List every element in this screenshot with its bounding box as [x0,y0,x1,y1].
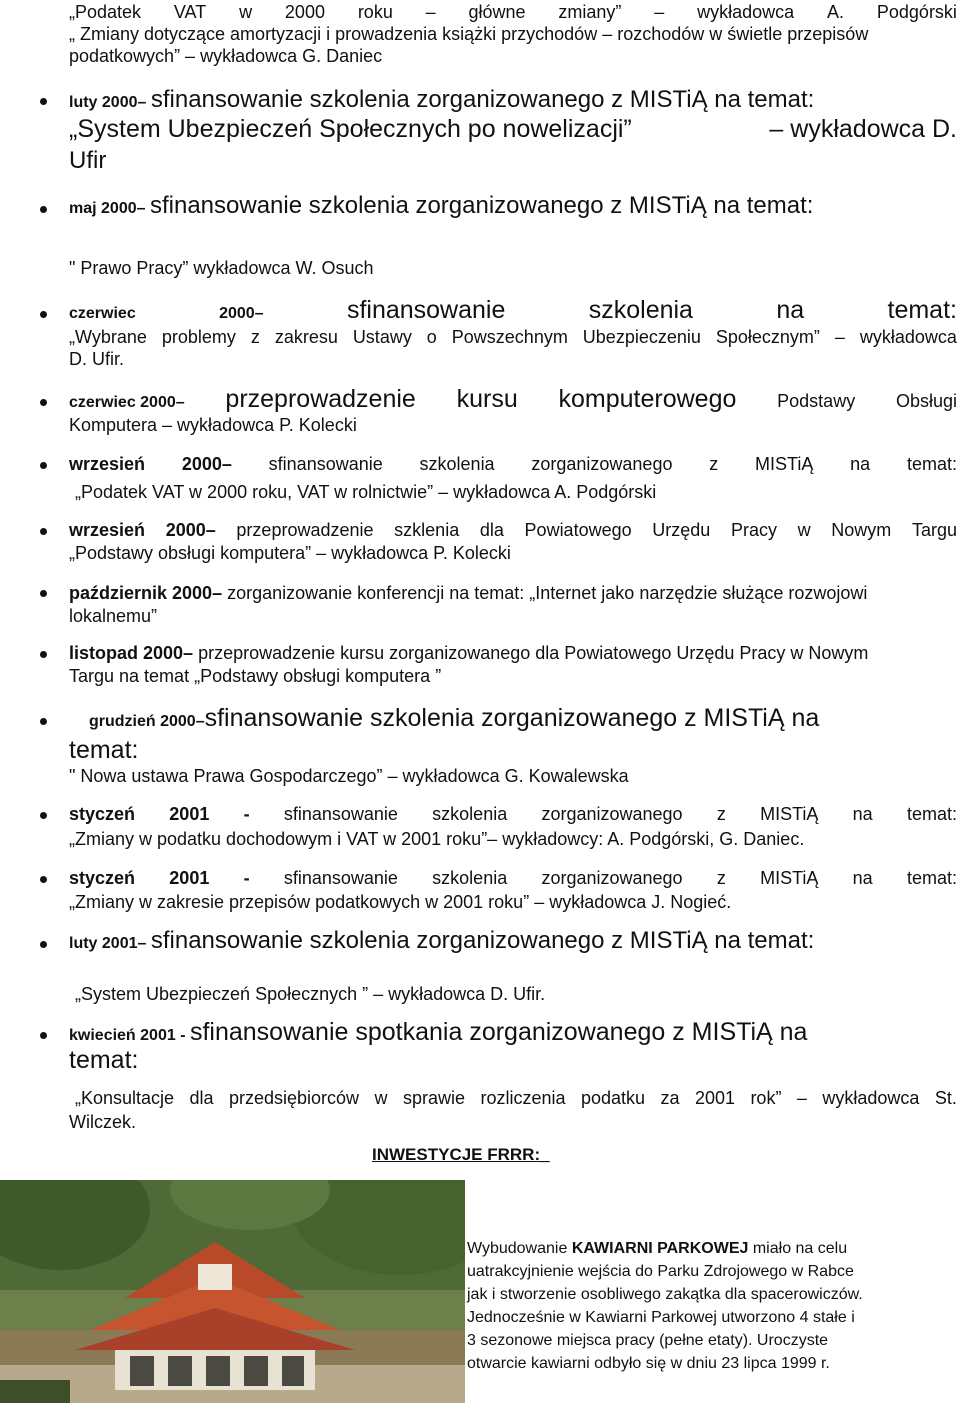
list-item: maj 2000– sfinansowanie szkolenia zorganizowanego z MISTiĄ na temat: [69,192,814,219]
caption-line-6: otwarcie kawiarni odbyło się w dniu 23 lipca 1999 r. [467,1355,830,1372]
list-item: kwiecień 2001 - sfinansowanie spotkania zorganizowanego z MISTiĄ na [69,1018,808,1046]
bullet [40,1032,47,1039]
list-item: listopad 2000– przeprowadzenie kursu zorganizowanego dla Powiatowego Urzędu Pracy w Nowym [69,643,869,663]
list-item: luty 2001– sfinansowanie szkolenia zorganizowanego z MISTiĄ na temat: [69,927,815,954]
list-item: luty 2000– sfinansowanie szkolenia zorganizowanego z MISTiĄ na temat: [69,86,815,113]
caption-line-1: Wybudowanie KAWIARNI PARKOWEJ miało na celu [467,1240,848,1257]
caption-line-2: uatrakcyjnienie wejścia do Parku Zdrojowego w Rabce [467,1263,854,1280]
list-item: czerwiec 2000– przeprowadzenie kursu komputerowego Podstawy Obsługi [69,385,957,413]
bullet [40,98,47,105]
bullet [40,311,47,318]
photo-caption [467,1237,960,1375]
caption-line-5: 3 sezonowe miejsca pracy (pełne etaty). Uroczyste [467,1332,829,1349]
list-item-line: „System Ubezpieczeń Społecznych po nowelizacji” – wykładowca D. [69,115,957,143]
bullet [40,399,47,406]
list-item: grudzień 2000–sfinansowanie szkolenia zorganizowanego z MISTiĄ na [89,704,820,732]
bullet [40,528,47,535]
intro-line-2: „ Zmiany dotyczące amortyzacji i prowadzenia książki przychodów – rozchodów w świetle przepisów [69,24,869,44]
bullet [40,590,47,597]
bullet [40,812,47,819]
list-item: październik 2000– zorganizowanie konferencji na temat: „Internet jako narzędzie służące rozwojowi [69,583,868,603]
list-item: wrzesień 2000– przeprowadzenie szklenia dla Powiatowego Urzędu Pracy w Nowym Targu [69,520,957,540]
section-heading: INWESTYCJE FRRR:_ [372,1145,550,1164]
bullet [40,651,47,658]
intro-line-3: podatkowych” – wykładowca G. Daniec [69,46,383,66]
bullet [40,206,47,213]
list-item: wrzesień 2000– sfinansowanie szkolenia zorganizowanego z MISTiĄ na temat: [69,454,957,474]
list-item-line: „Wybrane problemy z zakresu Ustawy o Powszechnym Ubezpieczeniu Społecznym” – wykładowca [69,327,957,347]
bullet [40,941,47,948]
list-item: styczeń 2001 - sfinansowanie szkolenia zorganizowanego z MISTiĄ na temat: [69,868,957,888]
cafe-photo [0,1180,465,1403]
bullet [40,462,47,469]
bullet [40,876,47,883]
document-page: „Podatek VAT w 2000 roku – główne zmiany” – wykładowca A. Podgórski „ Zmiany dotyczące amortyzacji i prowadzenia książki przychodów – rozchodów w świetle przepisów podatkowych” – wykładowca G. Daniec luty 2000– sfinansowanie szkolenia zorganizowanego z MISTiĄ na temat: „System Ubezpieczeń Społecznych po nowelizacji” – wykładowca D. Ufir maj 2000– sfinansowanie szkolenia zorganizowanego z MISTiĄ na temat: " Prawo Pracy” wykładowca W. Osuch czerwiec 2000– sfinansowanie szkolenia na temat: „Wybrane problemy z zakresu Ustawy o Powszechnym Ubezpieczeniu Społecznym” – wykładowca D. Ufir. czerwiec 2000– przeprowadzenie kursu komputerowego Podstawy Obsługi Komputera – wykładowca P. Kolecki wrzesień 2000– sfinansowanie szkolenia zorganizowanego z MISTiĄ na temat: „Podatek VAT w 2000 roku, VAT w rolnictwie” – wykładowca A. Podgórski wrzesień 2000– przeprowadzenie szklenia dla Powiatowego Urzędu Pracy w Nowym Targu „Podstawy obsługi komputera” – wykładowca P. Kolecki październik 2000– zorganizowanie konferencji na temat: „Internet jako narzędzie służące rozwojowi lokalnemu” listopad 2000– przeprowadzenie kursu zorganizowanego dla Powiatowego Urzędu Pracy w Nowym Targu na temat „Podstawy obsługi komputera ” grudzień 2000–sfinansowanie szkolenia zorganizowanego z MISTiĄ na temat: " Nowa ustawa Prawa Gospodarczego” – wykładowca G. Kowalewska styczeń 2001 - sfinansowanie szkolenia zorganizowanego z MISTiĄ na temat: „Zmiany w podatku dochodowym i VAT w 2001 roku”– wykładowcy: A. Podgórski, G. Daniec. styczeń 2001 - sfinansowanie szkolenia zorganizowanego z MISTiĄ na temat: „Zmiany w zakresie przepisów podatkowych w 2001 roku” – wykładowca J. Nogieć. luty 2001– sfinansowanie szkolenia zorganizowanego z MISTiĄ na temat: „System Ubezpieczeń Społecznych ” – wykładowca D. Ufir. kwiecień 2001 - sfinansowanie spotkania zorganizowanego z MISTiĄ na temat: „Konsultacje dla przedsiębiorców w sprawie rozliczenia podatku za 2001 rok” – wykładowca St. Wilczek. INWESTYCJE FRRR:_ Wybudowanie KAWIARNI PARKOWEJ miało na celu uatrakcyjnienie wejścia do Parku Zdrojowego w Rabce jak i stworzenie osobliwego zakątka dla spacerowiczów. Jednocześnie w Kawiarni Parkowej utworzono 4 stałe i 3 sezonowe miejsca pracy (pełne etaty). Uroczyste otwarcie kawiarni odbyło się w dniu 23 lipca 1999 r. [0,0,960,1403]
intro-block [69,1,957,67]
cafe-photo-image [0,1180,465,1403]
list-item: styczeń 2001 - sfinansowanie szkolenia zorganizowanego z MISTiĄ na temat: [69,804,957,824]
list-item: czerwiec 2000– sfinansowanie szkolenia na temat: [69,296,957,324]
caption-line-4: Jednocześnie w Kawiarni Parkowej utworzono 4 stałe i [467,1309,855,1326]
bullet [40,718,47,725]
caption-line-3: jak i stworzenie osobliwego zakątka dla spacerowiczów. [467,1286,863,1303]
list-item-line: „Konsultacje dla przedsiębiorców w sprawie rozliczenia podatku za 2001 rok” – wykładowca St. [75,1088,957,1108]
intro-line-1: „Podatek VAT w 2000 roku – główne zmiany” – wykładowca A. Podgórski [69,2,957,22]
